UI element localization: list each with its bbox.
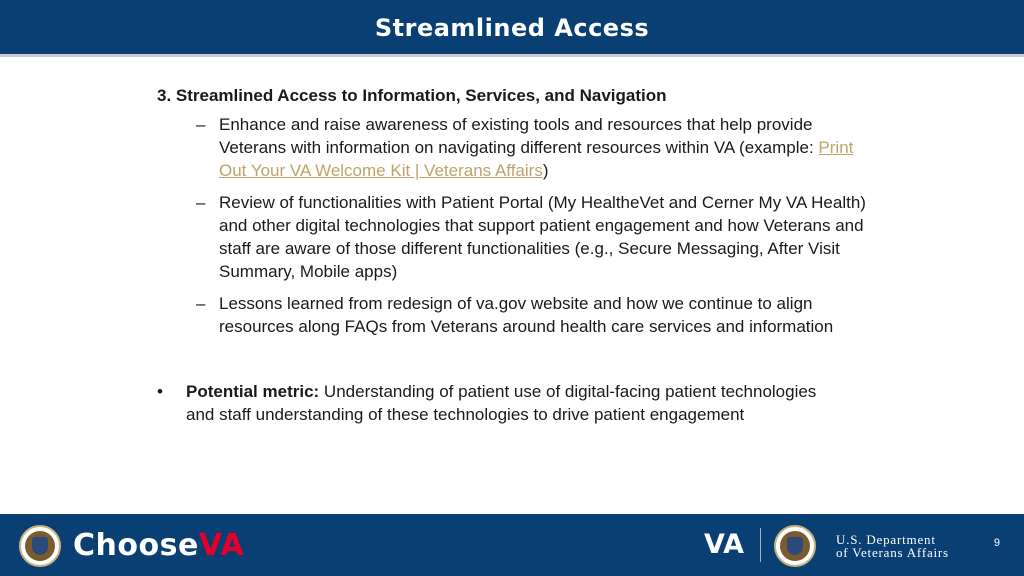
va-seal-icon [774,525,816,567]
va-seal-icon [19,525,61,567]
list-item [157,292,877,338]
section-heading: 3. Streamlined Access to Information, Services, and Navigation [157,86,667,105]
slide-title: Streamlined Access [374,14,650,42]
bullet: • [157,382,163,401]
divider [760,528,761,562]
item-text: Review of functionalities with Patient Portal (My HealtheVet and Cerner My VA Health) and other digital technologies that support patient engagement and how Veterans and staff are aware of those different functionalities (e.g., Secure Messaging, After Visit Summary, Mobile apps) [219,193,866,281]
list-item [157,191,877,283]
item-text: Enhance and raise awareness of existing tools and resources that help provide Veterans with information on navigating different resources within VA (example: [219,115,819,157]
va-logo: VA [704,529,744,560]
brand-va: VA [198,528,245,563]
item-text-end: ) [542,161,549,180]
slide-footer [0,514,1024,576]
potential-metric [157,380,846,426]
slide-content [157,84,877,426]
dash-bullet: – [196,115,206,134]
choose-va-logo [73,528,244,563]
slide-header [0,0,1024,57]
brand-choose: Choose [73,528,199,563]
welcome-kit-link[interactable]: Print Out Your VA Welcome Kit | Veterans Affairs [219,138,854,180]
metric-label: Potential metric: [186,382,320,401]
dept-line-1: U.S. Department [836,532,936,547]
dash-bullet: – [196,193,206,212]
page-number: 9 [993,537,1000,549]
item-text: Lessons learned from redesign of va.gov website and how we continue to align resources along FAQs from Veterans around health care services and information [219,294,834,336]
dash-bullet: – [196,294,206,313]
department-name [836,533,949,559]
list-item [157,113,877,182]
dept-line-2: of Veterans Affairs [836,545,949,560]
metric-text: Understanding of patient use of digital-facing patient technologies and staff understanding of these technologies to drive patient engagement [186,382,817,424]
